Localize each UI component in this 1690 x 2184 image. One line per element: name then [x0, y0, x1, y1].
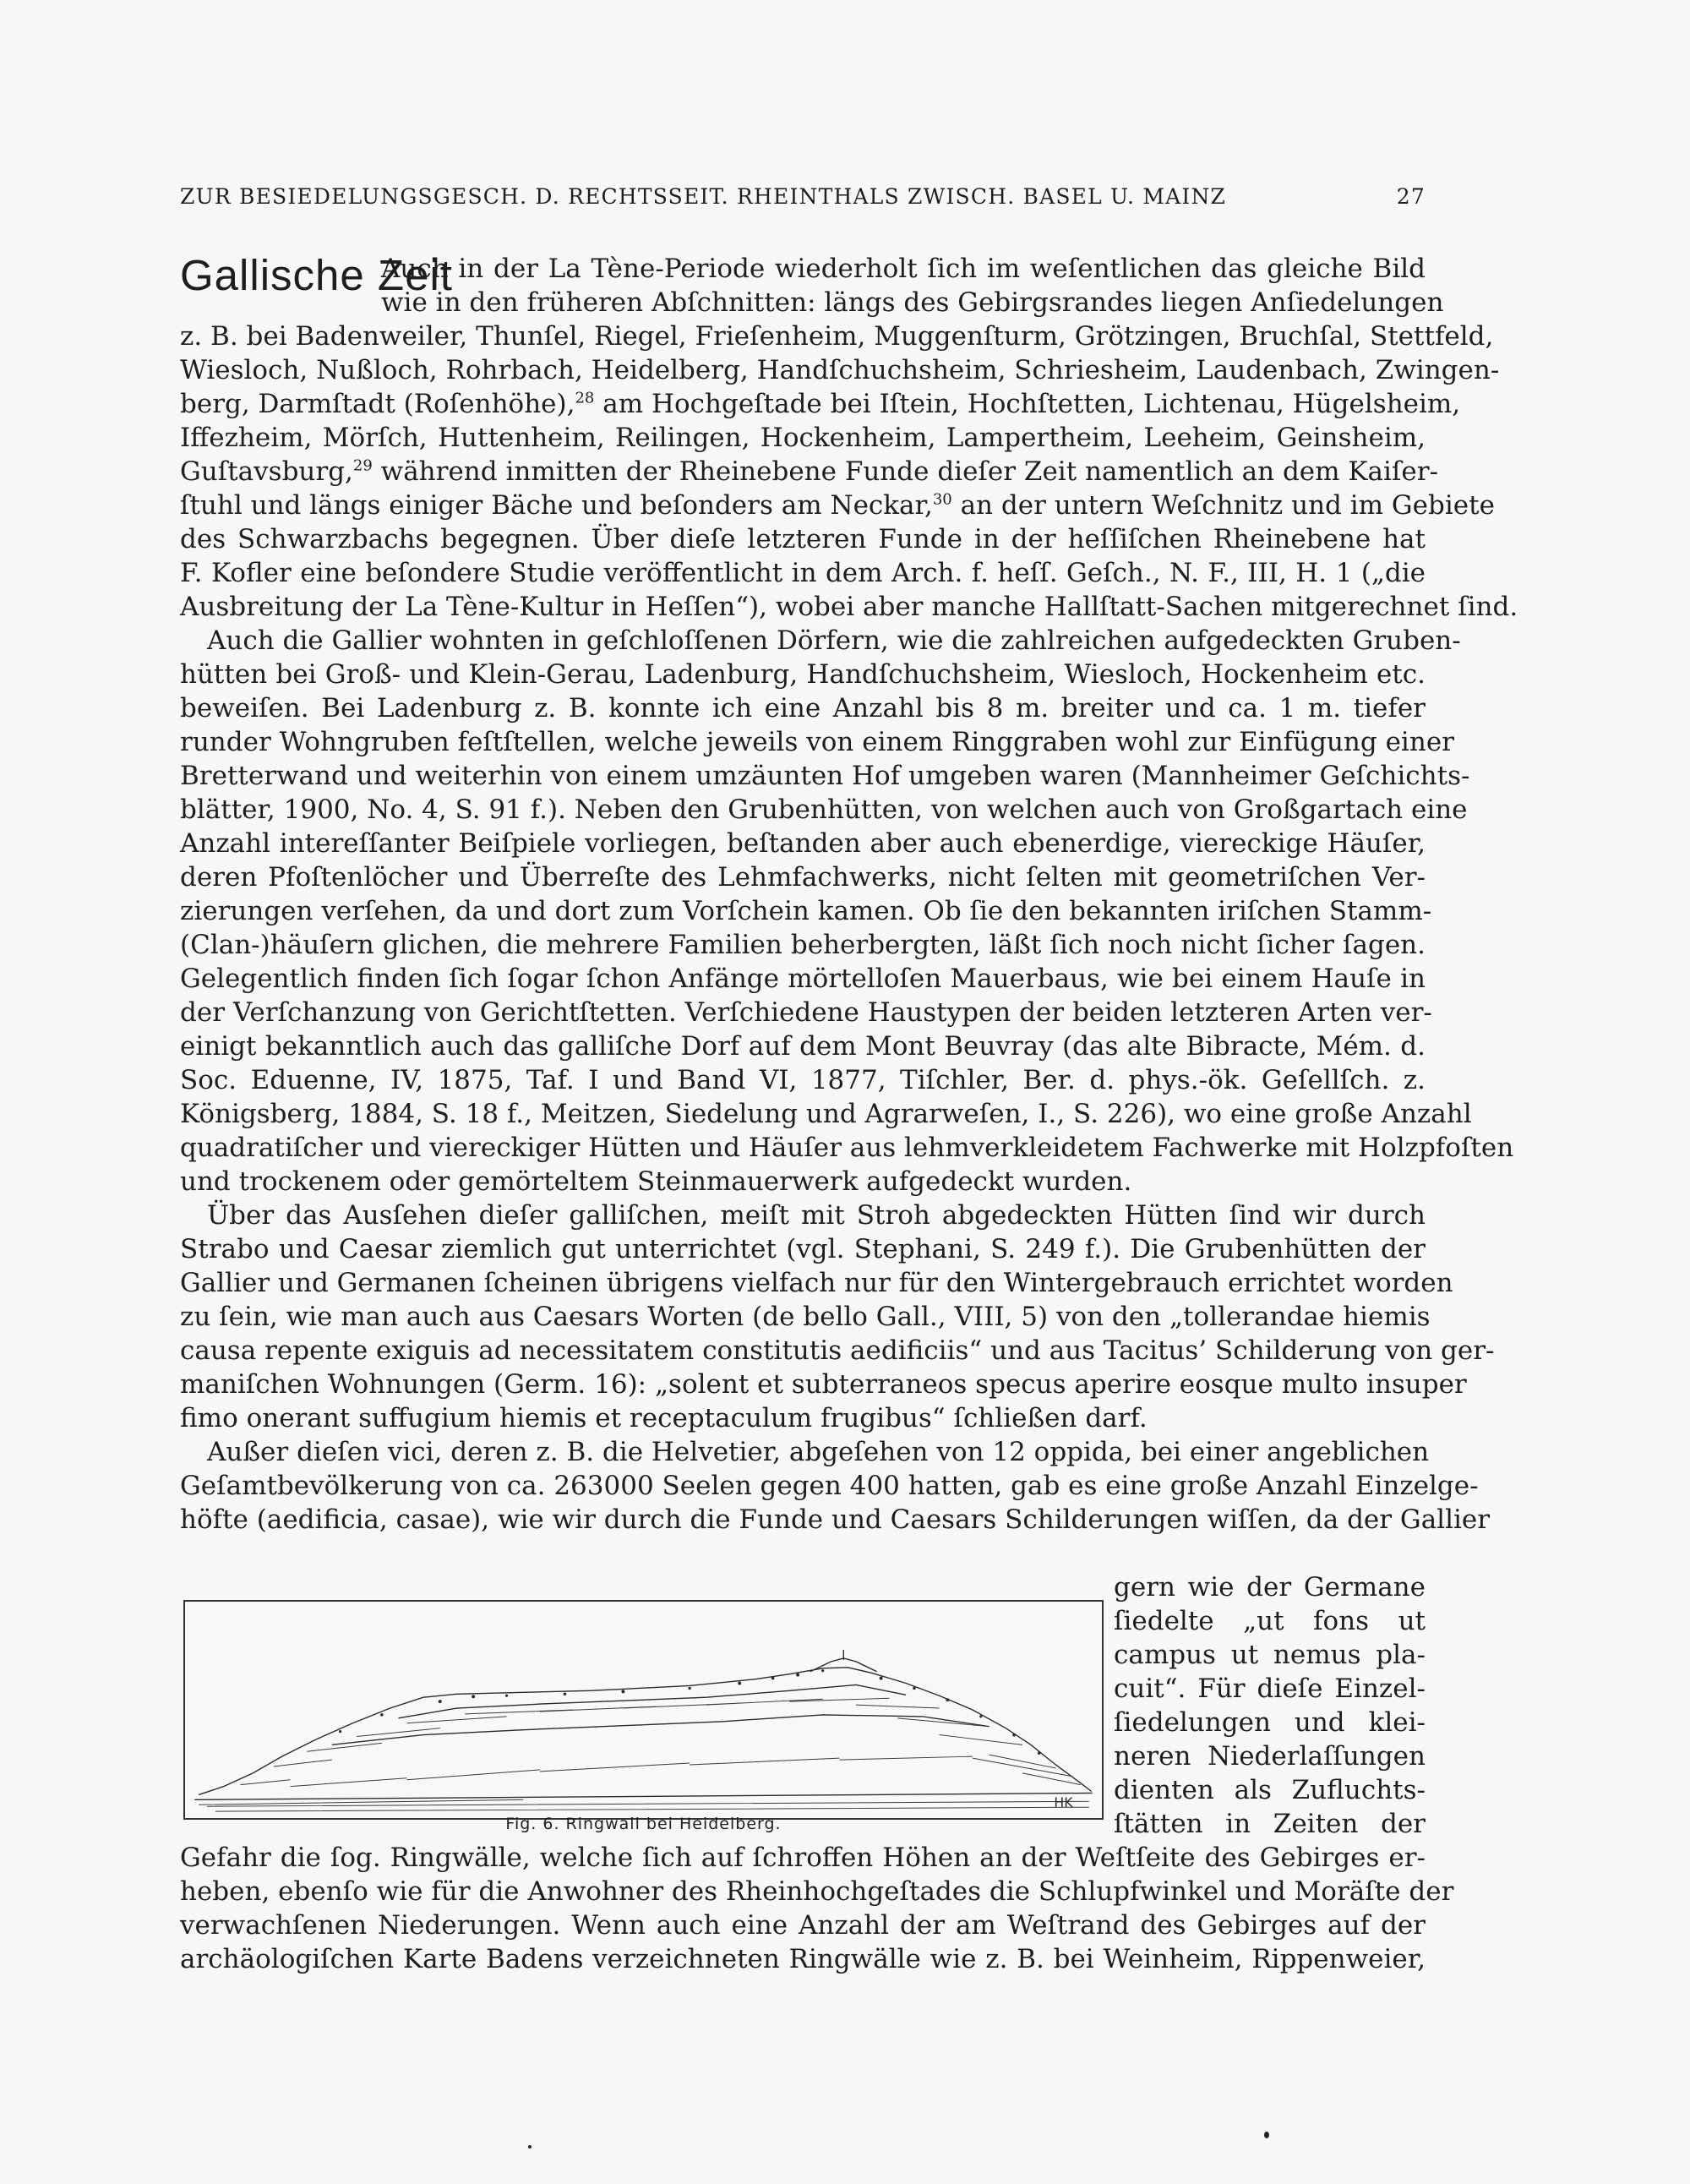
text-line: Iffezheim, Mörſch, Huttenheim, Reilingen, Hockenheim, Lampertheim, Leeheim, Geinsheim,	[180, 423, 1426, 453]
text-line: zierungen verſehen, da und dort zum Vorſchein kamen. Ob ſie den bekannten iriſchen Stamm-	[180, 896, 1432, 926]
text-line: Gelegentlich finden ſich ſogar ſchon Anfänge mörtelloſen Mauerbaus, wie bei einem Hauſe in	[180, 964, 1426, 994]
text-line: fimo onerant suffugium hiemis et receptaculum frugibus“ ſchließen darf.	[180, 1403, 1148, 1433]
print-speck	[1264, 2132, 1269, 2138]
text-segment: an der untern Weſchnitz und im Gebiete	[960, 490, 1495, 521]
engraver-monogram: HK	[1054, 1794, 1073, 1811]
footnote-ref: 29	[352, 456, 373, 475]
text-line: cuit“. Für dieſe Einzel-	[1114, 1673, 1426, 1704]
text-line: Königsberg, 1884, S. 18 f., Meitzen, Siedelung und Agrarweſen, I., S. 226), wo eine große Anzahl	[180, 1099, 1472, 1129]
text-line: Über das Ausſehen dieſer galliſchen, meiſt mit Stroh abgedeckten Hütten ſind wir durch	[207, 1200, 1426, 1231]
text-line: hütten bei Groß- und Klein-Gerau, Ladenburg, Handſchuchsheim, Wiesloch, Hockenheim etc.	[180, 659, 1426, 690]
text-line: ſiedelungen und klei-	[1114, 1707, 1426, 1738]
figure-caption: Fig. 6. Ringwall bei Heidelberg.	[505, 1815, 782, 1833]
text-line: Außer dieſen vici, deren z. B. die Helvetier, abgeſehen von 12 oppida, bei einer angeblichen	[207, 1437, 1430, 1467]
text-segment: am Hochgeſtade bei Iſtein, Hochſtetten, Lichtenau, Hügelsheim,	[602, 389, 1461, 419]
footnote-ref: 28	[575, 389, 595, 407]
text-line: Ausbreitung der La Tène-Kultur in Heſſen“), wobei aber manche Hallſtatt-Sachen mitgerechnet ſind.	[180, 592, 1518, 622]
text-line	[180, 387, 1461, 421]
text-line: gern wie der Germane	[1114, 1572, 1426, 1603]
plain-line	[194, 1793, 1092, 1799]
running-header	[180, 184, 1426, 215]
text-line: und trockenem oder gemörteltem Steinmauerwerk aufgedeckt wurden.	[180, 1166, 1132, 1197]
text-line: z. B. bei Badenweiler, Thunſel, Riegel, Frieſenheim, Muggenſturm, Grötzingen, Bruchſal, Stettfeld,	[180, 321, 1494, 352]
text-line: dienten als Zufluchts-	[1114, 1775, 1426, 1805]
ringwall-lower	[332, 1715, 989, 1744]
text-line: Auch die Gallier wohnten in geſchloſſenen Dörfern, wie die zahlreichen aufgedeckten Gruben-	[207, 625, 1461, 656]
text-segment: während inmitten der Rheinebene Funde dieſer Zeit namentlich an dem Kaiſer-	[380, 456, 1439, 487]
text-line: campus ut nemus pla-	[1114, 1640, 1426, 1670]
print-speck	[528, 2145, 532, 2149]
text-segment: Guſtavsburg,	[180, 456, 353, 487]
text-line: heben, ebenſo wie für die Anwohner des Rheinhochgeſtades die Schlupfwinkel und Moräſte der	[180, 1876, 1454, 1907]
ringwall-upper	[399, 1684, 907, 1717]
text-line: beweiſen. Bei Ladenburg z. B. konnte ich eine Anzahl bis 8 m. breiter und ca. 1 m. tiefer	[180, 693, 1426, 723]
text-line: ſiedelte „ut fons ut	[1114, 1606, 1426, 1636]
tree-dots	[339, 1669, 1040, 1755]
text-line: neren Niederlaſſungen	[1114, 1741, 1426, 1772]
text-line: ſtätten in Zeiten der	[1114, 1809, 1426, 1839]
text-line: Wiesloch, Nußloch, Rohrbach, Heidelberg, Handſchuchsheim, Schriesheim, Laudenbach, Zwingen-	[180, 355, 1500, 385]
text-line: causa repente exiguis ad necessitatem constitutis aedificiis“ und aus Tacitus’ Schilderung von ger-	[180, 1335, 1495, 1366]
section-heading: Gallische Zeit	[180, 251, 453, 299]
text-line: Anzahl intereſſanter Beiſpiele vorliegen, beſtanden aber auch ebenerdige, viereckige Häuſer,	[180, 828, 1426, 859]
hill-outline	[199, 1668, 1091, 1795]
figure-ringwall	[183, 1600, 1104, 1820]
text-line: quadratiſcher und viereckiger Hütten und Häuſer aus lehmverkleidetem Fachwerke mit Holzpfoſten	[180, 1133, 1514, 1163]
text-line: blätter, 1900, No. 4, S. 91 f.). Neben den Grubenhütten, von welchen auch von Großgartach eine	[180, 794, 1468, 825]
text-line: maniſchen Wohnungen (Germ. 16): „solent et subterraneos specus aperire eosque multo insuper	[180, 1369, 1467, 1400]
text-line: des Schwarzbachs begegnen. Über dieſe letzteren Funde in der heſſiſchen Rheinebene hat	[180, 524, 1426, 554]
hill-illustration	[185, 1602, 1102, 1818]
text-line: Auch in der La Tène-Periode wiederholt ſich im weſentlichen das gleiche Bild	[381, 254, 1426, 284]
text-line: Geſamtbevölkerung von ca. 263000 Seelen gegen 400 hatten, gab es eine große Anzahl Einzelge-	[180, 1471, 1479, 1501]
text-line: archäologiſchen Karte Badens verzeichneten Ringwälle wie z. B. bei Weinheim, Rippenweier,	[180, 1944, 1426, 1974]
text-line: Strabo und Caesar ziemlich gut unterrichtet (vgl. Stephani, S. 249 f.). Die Grubenhütten der	[180, 1234, 1426, 1264]
text-line: verwachſenen Niederungen. Wenn auch eine Anzahl der am Weſtrand des Gebirges auf der	[180, 1910, 1426, 1941]
text-line: der Verſchanzung von Gerichtſtetten. Verſchiedene Haustypen der beiden letzteren Arten ver-	[180, 997, 1432, 1028]
summit-peak	[810, 1658, 877, 1672]
header-title: ZUR BESIEDELUNGSGESCH. D. RECHTSSEIT. RHEINTHALS ZWISCH. BASEL U. MAINZ	[180, 184, 1227, 209]
text-line: Bretterwand und weiterhin von einem umzäunten Hof umgeben waren (Mannheimer Geſchichts-	[180, 761, 1470, 791]
text-segment: ſtuhl und längs einiger Bäche und beſonders am Neckar,	[180, 490, 933, 521]
text-line	[180, 489, 1495, 522]
text-line: zu ſein, wie man auch aus Caesars Worten (de bello Gall., VIII, 5) von den „tollerandae hiemis	[180, 1302, 1431, 1332]
footnote-ref: 30	[932, 490, 952, 509]
page-number: 27	[1396, 184, 1426, 209]
text-line	[180, 455, 1439, 489]
text-line: Gallier und Germanen ſcheinen übrigens vielfach nur für den Wintergebrauch errichtet worden	[180, 1268, 1453, 1298]
text-line: einigt bekanntlich auch das galliſche Dorf auf dem Mont Beuvray (das alte Bibracte, Mém. d.	[180, 1031, 1426, 1062]
text-line: höfte (aedificia, casae), wie wir durch die Funde und Caesars Schilderungen wiſſen, da der Gallier	[180, 1504, 1491, 1535]
text-line: (Clan-)häuſern glichen, die mehrere Familien beherbergten, läßt ſich noch nicht ſicher ſagen.	[180, 930, 1426, 960]
text-line: Gefahr die ſog. Ringwälle, welche ſich auf ſchroffen Höhen an der Weſtſeite des Gebirges er-	[180, 1843, 1426, 1873]
text-line: F. Kofler eine beſondere Studie veröffentlicht in dem Arch. f. heſſ. Geſch., N. F., III, H. 1 („die	[180, 558, 1426, 588]
text-line: deren Pfoſtenlöcher und Überreſte des Lehmfachwerks, nicht ſelten mit geometriſchen Ver-	[180, 862, 1426, 893]
text-line: Soc. Eduenne, IV, 1875, Taf. I und Band VI, 1877, Tiſchler, Ber. d. phys.-ök. Geſellſch. z.	[180, 1065, 1426, 1095]
text-segment: berg, Darmſtadt (Roſenhöhe),	[180, 389, 575, 419]
text-line: wie in den früheren Abſchnitten: längs des Gebirgsrandes liegen Anſiedelungen	[381, 287, 1444, 318]
text-line: runder Wohngruben feſtſtellen, welche jeweils von einem Ringgraben wohl zur Einfügung einer	[180, 727, 1454, 757]
